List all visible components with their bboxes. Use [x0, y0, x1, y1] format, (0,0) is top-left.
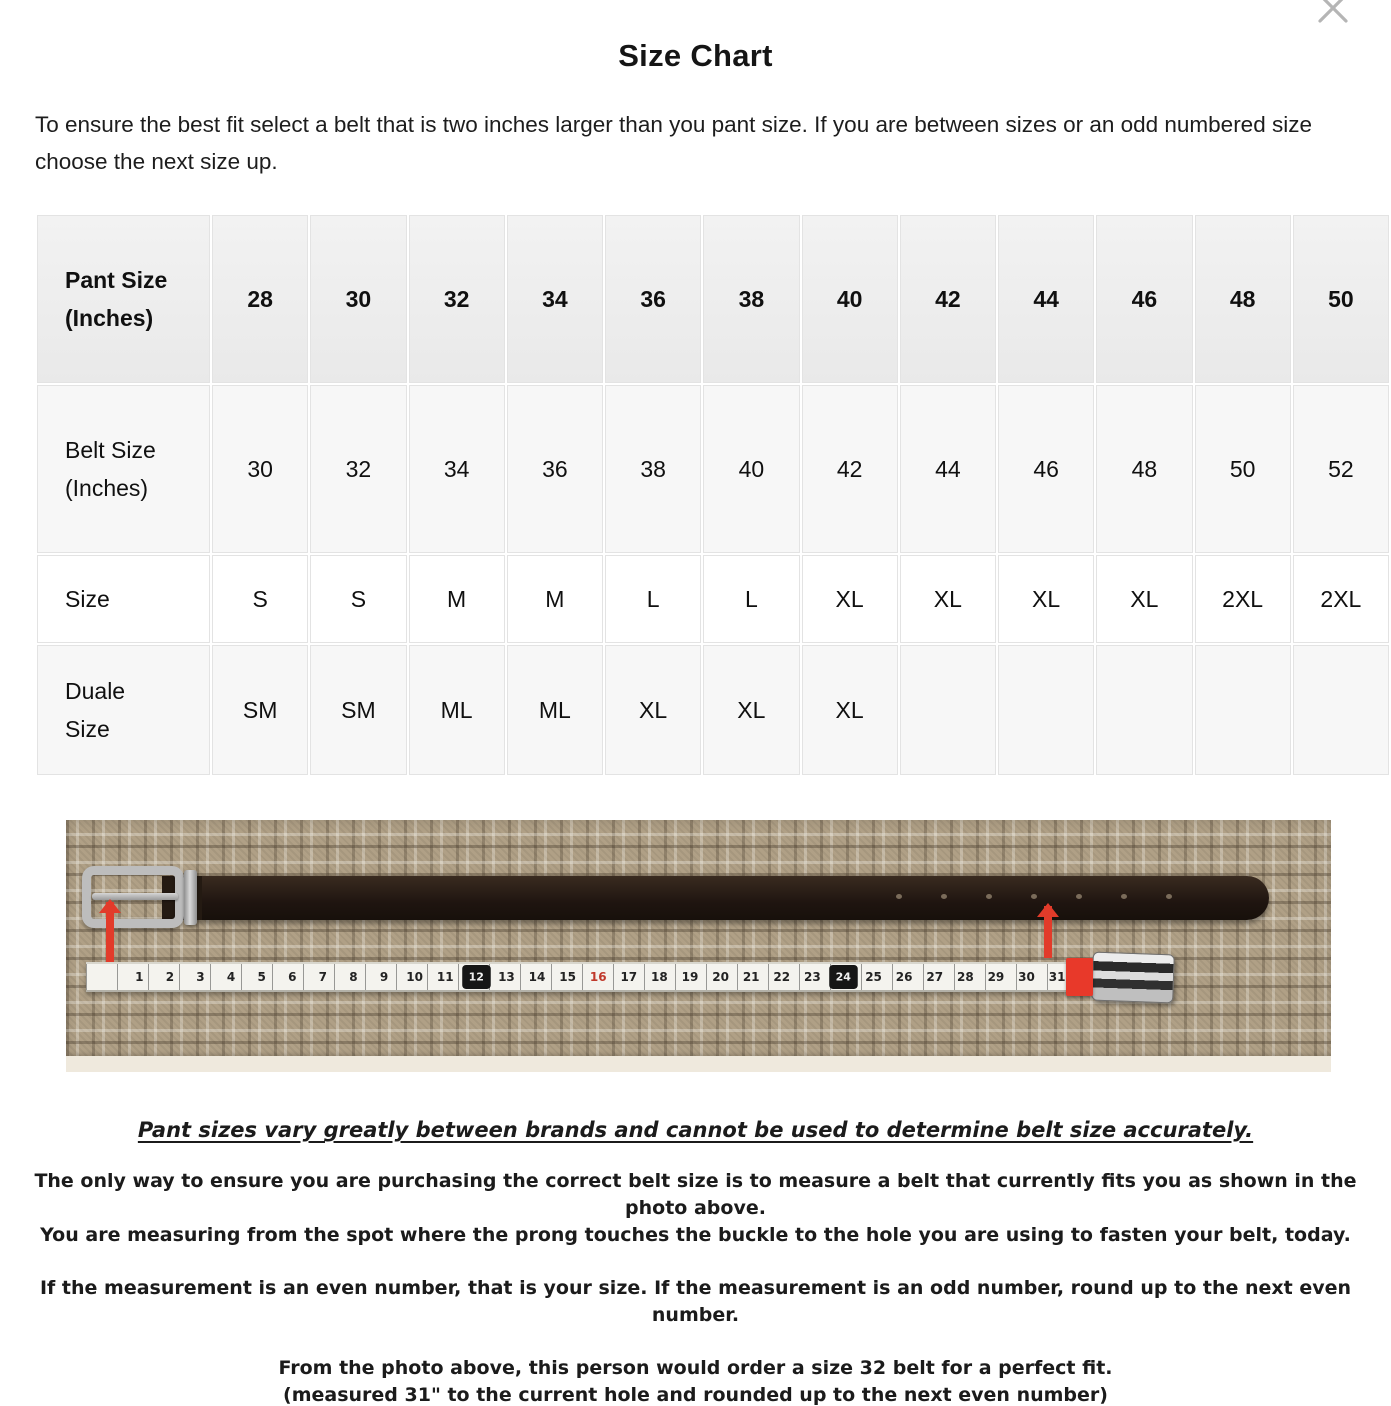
belt-keeper: [184, 870, 197, 925]
size-cell: 30: [212, 385, 308, 553]
size-cell: [900, 645, 996, 775]
tape-inch-27: 27: [926, 970, 944, 984]
tape-inch-25: 25: [865, 970, 882, 984]
size-cell: L: [703, 555, 799, 643]
size-cell: 42: [802, 385, 898, 553]
size-cell: 40: [703, 385, 799, 553]
size-cell: [998, 645, 1094, 775]
belt-size-row: [37, 385, 1389, 553]
tape-inch-9: 9: [379, 970, 389, 984]
belt-hole: [1121, 894, 1127, 899]
size-cell: 30: [310, 215, 406, 383]
note-paragraph-1-line-1: The only way to ensure you are purchasing the correct belt size is to measure a belt that currently fits you as shown in the photo above.: [34, 1170, 1357, 1219]
red-arrow-buckle-icon: [106, 902, 114, 962]
size-cell: XL: [703, 645, 799, 775]
size-cell: [1195, 645, 1291, 775]
size-cell: [1096, 645, 1192, 775]
size-cell: ML: [507, 645, 603, 775]
size-cell: 50: [1195, 385, 1291, 553]
belt-hole: [896, 894, 902, 899]
pant-size-row: [37, 215, 1389, 383]
size-cell: S: [310, 555, 406, 643]
tape-inch-4: 4: [226, 970, 236, 984]
size-cell: 44: [998, 215, 1094, 383]
tape-inch-14: 14: [528, 970, 546, 984]
tape-inch-7: 7: [318, 970, 328, 984]
row-label-pant-size: Pant Size (Inches): [37, 215, 210, 383]
belt-hole: [1166, 894, 1172, 899]
tape-inch-13: 13: [498, 970, 515, 984]
note-paragraph-3-line-1: From the photo above, this person would order a size 32 belt for a perfect fit.: [278, 1357, 1113, 1379]
belt-measurement-photo: [66, 820, 1331, 1072]
row-label-duale-size: Duale Size: [37, 645, 210, 775]
tape-inch-5: 5: [257, 970, 266, 984]
tape-inch-18: 18: [651, 970, 668, 984]
tape-inch-17: 17: [620, 970, 638, 984]
size-cell: S: [212, 555, 308, 643]
size-cell: 2XL: [1195, 555, 1291, 643]
size-cell: 2XL: [1293, 555, 1389, 643]
size-cell: 36: [507, 385, 603, 553]
size-cell: 46: [998, 385, 1094, 553]
size-cell: XL: [900, 555, 996, 643]
tape-inch-24: 24: [829, 965, 857, 989]
size-cell: 38: [703, 215, 799, 383]
tape-inch-30: 30: [1018, 970, 1035, 984]
measuring-tape: [86, 962, 1096, 992]
tape-inch-10: 10: [406, 970, 423, 984]
size-cell: 44: [900, 385, 996, 553]
belt-hole: [1076, 894, 1082, 899]
size-cell: XL: [802, 645, 898, 775]
size-cell: 32: [310, 385, 406, 553]
size-cell: 38: [605, 385, 701, 553]
tape-inch-12: 12: [462, 965, 490, 989]
tape-case: [1091, 952, 1175, 1004]
size-cell: M: [409, 555, 505, 643]
size-cell: M: [507, 555, 603, 643]
size-cell: 46: [1096, 215, 1192, 383]
photo-bottom-edge: [66, 1056, 1331, 1072]
tape-inch-15: 15: [559, 970, 576, 984]
size-cell: 28: [212, 215, 308, 383]
duale-size-row: [37, 645, 1389, 775]
page-title: Size Chart: [618, 38, 773, 73]
tape-inch-31: 31: [1048, 970, 1066, 984]
size-cell: 32: [409, 215, 505, 383]
size-cell: 42: [900, 215, 996, 383]
size-cell: XL: [998, 555, 1094, 643]
note-headline: Pant sizes vary greatly between brands and cannot be used to determine belt size accurately.: [137, 1118, 1254, 1142]
size-row: [37, 555, 1389, 643]
size-cell: 48: [1096, 385, 1192, 553]
tape-inch-26: 26: [895, 970, 913, 984]
intro-text: To ensure the best fit select a belt that is two inches larger than you pant size. If you are between sizes or an odd numbered size choose the next size up.: [35, 112, 1312, 174]
size-cell: ML: [409, 645, 505, 775]
tape-inch-22: 22: [773, 970, 791, 984]
belt-hole: [986, 894, 992, 899]
size-cell: 52: [1293, 385, 1389, 553]
tape-inch-19: 19: [681, 970, 699, 984]
size-cell: 34: [409, 385, 505, 553]
size-cell: 48: [1195, 215, 1291, 383]
tape-inch-23: 23: [804, 970, 821, 984]
tape-inch-11: 11: [436, 970, 454, 984]
note-paragraph-2: If the measurement is an even number, that is your size. If the measurement is an odd number, round up to the next even number.: [39, 1277, 1352, 1326]
size-cell: L: [605, 555, 701, 643]
tape-inch-6: 6: [288, 970, 297, 984]
row-label-belt-size: Belt Size (Inches): [37, 385, 210, 553]
tape-inch-3: 3: [196, 970, 205, 984]
size-cell: 40: [802, 215, 898, 383]
tape-inch-2: 2: [165, 970, 175, 984]
size-cell: XL: [802, 555, 898, 643]
tape-inch-28: 28: [956, 970, 974, 984]
tape-inch-16: 16: [589, 970, 607, 984]
note-paragraph-3-line-2: (measured 31" to the current hole and rounded up to the next even number): [283, 1384, 1108, 1406]
tape-inch-29: 29: [987, 970, 1005, 984]
size-cell: 34: [507, 215, 603, 383]
size-cell: SM: [310, 645, 406, 775]
note-paragraph-3: [0, 1355, 1391, 1406]
size-cell: 36: [605, 215, 701, 383]
red-arrow-hole-icon: [1044, 906, 1052, 958]
note-paragraph-1: [0, 1168, 1391, 1249]
tape-inch-21: 21: [742, 970, 760, 984]
size-cell: SM: [212, 645, 308, 775]
size-chart-table: [35, 213, 1391, 777]
belt-hole: [941, 894, 947, 899]
size-cell: XL: [1096, 555, 1192, 643]
tape-highlight-31: [1066, 958, 1093, 996]
size-cell: XL: [605, 645, 701, 775]
size-cell: [1293, 645, 1389, 775]
row-label-size: Size: [37, 555, 210, 643]
measurement-notes: [0, 1118, 1391, 1406]
tape-inch-8: 8: [349, 970, 358, 984]
tape-inch-20: 20: [712, 970, 729, 984]
size-cell: 50: [1293, 215, 1389, 383]
close-icon[interactable]: [1315, 0, 1351, 26]
tape-inch-1: 1: [135, 970, 144, 984]
note-paragraph-1-line-2: You are measuring from the spot where the prong touches the buckle to the hole you are using to fasten your belt, today.: [40, 1224, 1351, 1246]
